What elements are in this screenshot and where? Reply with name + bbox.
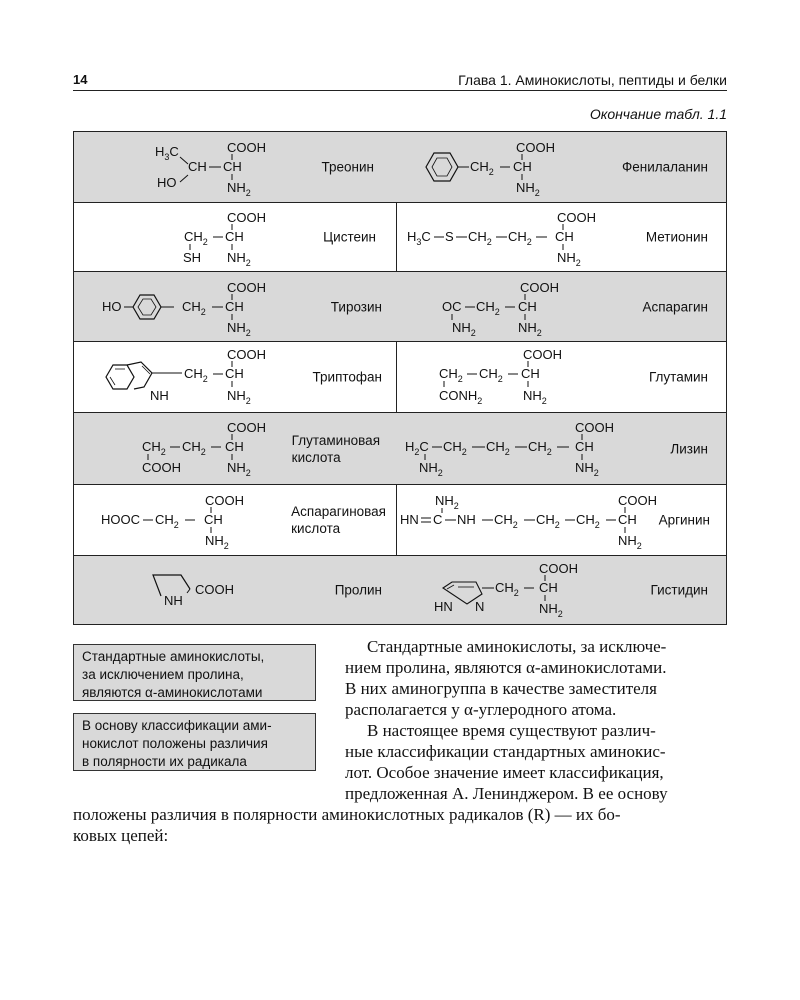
text-line: лот. Особое значение имеет классификация, (345, 763, 664, 782)
svg-text:NH2: $NH_2$ (516, 180, 540, 198)
svg-text:NH2: $NH_2$ (539, 601, 563, 619)
svg-text:COOH: COOH (142, 460, 181, 475)
name-line: Глутаминовая (291, 432, 380, 448)
amino-acid-table (73, 131, 727, 625)
name-line: кислота (291, 449, 341, 465)
svg-text:COOH: COOH (195, 582, 234, 597)
svg-text:NH: NH (164, 593, 183, 608)
svg-text:NH2: $NH_2$ (557, 250, 581, 268)
svg-text:HO: HO (102, 299, 122, 314)
table-row (74, 272, 726, 342)
svg-text:CH: CH (225, 439, 244, 454)
table-cell (74, 413, 396, 484)
svg-text:CH: CH (223, 159, 242, 174)
svg-text:COOH: COOH (227, 280, 266, 295)
svg-text:NH2: $NH_2$ (419, 460, 443, 478)
svg-text:CH2: $CH_2$ (486, 439, 510, 457)
text-line: располагается у α-углеродного атома. (345, 700, 617, 719)
amino-acid-name: Треонин (321, 159, 374, 175)
svg-text:CH2: $CH_2$ (576, 512, 600, 530)
note-line: нокислот положены различия (82, 736, 268, 751)
svg-text:COOH: COOH (227, 420, 266, 435)
svg-text:COOH: COOH (618, 493, 657, 508)
text-line: В них аминогруппа в качестве заместителя (345, 679, 657, 698)
svg-text:CH2: $CH_2$ (468, 229, 492, 247)
table-cell (397, 556, 726, 624)
table-cell (74, 272, 396, 341)
svg-text:COOH: COOH (205, 493, 244, 508)
page-header (73, 70, 727, 91)
svg-text:NH2: $NH_2$ (435, 493, 459, 511)
svg-text:CH2: $CH_2$ (479, 366, 503, 384)
svg-text:CH: CH (225, 366, 244, 381)
svg-text:HOOC: HOOC (101, 512, 140, 527)
amino-acid-name: Лизин (670, 441, 708, 456)
amino-acid-name: Фенилаланин (622, 159, 708, 175)
svg-text:CH2: $CH_2$ (508, 229, 532, 247)
svg-text:COOH: COOH (557, 210, 596, 225)
svg-text:HN: HN (434, 599, 453, 614)
svg-text:CH2: $CH_2$ (155, 512, 179, 530)
margin-note (73, 644, 316, 701)
svg-text:NH2: $NH_2$ (205, 533, 229, 551)
text-line: ные классификации стандартных аминокис- (345, 742, 666, 761)
svg-text:CH2: $CH_2$ (182, 299, 206, 317)
svg-text:NH2: $NH_2$ (523, 388, 547, 406)
svg-text:COOH: COOH (539, 561, 578, 576)
svg-text:C: C (433, 512, 443, 527)
page-number: 14 (73, 72, 88, 87)
body-paragraph (73, 804, 727, 846)
table-cell (397, 342, 726, 412)
text-line: В настоящее время существуют различ- (367, 721, 656, 740)
amino-acid-name (291, 503, 386, 537)
table-cell (397, 413, 726, 484)
amino-acid-name: Аспарагин (642, 299, 708, 314)
svg-text:NH2: $NH_2$ (575, 460, 599, 478)
svg-text:COOH: COOH (227, 347, 266, 362)
table-row (74, 132, 726, 203)
svg-text:COOH: COOH (575, 420, 614, 435)
table-cell (397, 203, 726, 271)
svg-text:NH2: $NH_2$ (227, 320, 251, 338)
svg-text:CH: CH (204, 512, 223, 527)
svg-text:CH2: $CH_2$ (528, 439, 552, 457)
text-line: предложенная А. Ленинджером. В ее основу (345, 784, 668, 803)
svg-text:CH2: $CH_2$ (476, 299, 500, 317)
amino-acid-name: Глутамин (649, 369, 708, 385)
svg-text:NH2: $NH_2$ (227, 388, 251, 406)
amino-acid-name: Пролин (334, 582, 382, 598)
note-line: Стандартные аминокислоты, (82, 649, 265, 664)
table-cell (397, 132, 726, 202)
note-line: в полярности их радикала (82, 754, 247, 769)
table-row (74, 342, 726, 413)
svg-text:CH2: $CH_2$ (142, 439, 166, 457)
amino-acid-name: Аргинин (658, 512, 710, 528)
table-cell (74, 485, 396, 555)
svg-text:CH: CH (575, 439, 594, 454)
table-caption: Окончание табл. 1.1 (589, 106, 727, 122)
svg-text:CH2: $CH_2$ (443, 439, 467, 457)
amino-acid-name: Метионин (645, 229, 708, 245)
note-line: В основу классификации ами- (82, 718, 272, 733)
table-cell (74, 132, 396, 202)
svg-text:H3C: $H_3C$ (407, 229, 431, 247)
svg-text:CH2: $CH_2$ (182, 439, 206, 457)
svg-text:NH: NH (150, 388, 169, 403)
svg-text:HO: HO (157, 175, 177, 190)
table-cell (397, 272, 726, 341)
svg-text:CH2: $CH_2$ (184, 366, 208, 384)
table-row (74, 413, 726, 485)
text-line: нием пролина, являются α-аминокислотами. (345, 658, 667, 677)
svg-text:NH2: $NH_2$ (452, 320, 476, 338)
svg-text:NH2: $NH_2$ (227, 180, 251, 198)
note-line: являются α-аминокислотами (82, 685, 263, 700)
svg-text:CH: CH (521, 366, 540, 381)
svg-text:COOH: COOH (523, 347, 562, 362)
svg-text:COOH: COOH (520, 280, 559, 295)
svg-text:CH2: $CH_2$ (439, 366, 463, 384)
table-cell (74, 342, 396, 412)
chapter-title: Глава 1. Аминокислоты, пептиды и белки (458, 72, 727, 88)
svg-text:CH: CH (518, 299, 537, 314)
svg-text:NH2: $NH_2$ (618, 533, 642, 551)
svg-text:CH2: $CH_2$ (536, 512, 560, 530)
svg-text:CONH2: $CONH_2$ (439, 388, 483, 406)
table-row (74, 556, 726, 624)
name-line: Аспарагиновая (291, 504, 386, 519)
svg-text:N: N (475, 599, 485, 614)
table-row (74, 485, 726, 556)
svg-text:CH: CH (513, 159, 532, 174)
name-line: кислота (291, 521, 341, 536)
svg-text:CH2: $CH_2$ (470, 159, 494, 177)
svg-text:COOH: COOH (516, 140, 555, 155)
amino-acid-name (292, 432, 380, 466)
amino-acid-name: Тирозин (330, 299, 382, 314)
svg-text:NH: NH (457, 512, 476, 527)
svg-text:OC: OC (442, 299, 462, 314)
amino-acid-name: Триптофан (312, 369, 382, 385)
amino-acid-name: Гистидин (650, 582, 708, 598)
svg-text:NH2: $NH_2$ (518, 320, 542, 338)
svg-text:NH2: $NH_2$ (227, 250, 251, 268)
svg-text:CH: CH (225, 299, 244, 314)
note-line: за исключением пролина, (82, 667, 244, 682)
svg-text:COOH: COOH (227, 210, 266, 225)
svg-text:CH: CH (555, 229, 574, 244)
table-cell (74, 203, 396, 271)
svg-text:H3C: $H_3C$ (155, 144, 179, 162)
svg-text:CH: CH (618, 512, 637, 527)
amino-acid-name: Цистеин (323, 229, 376, 245)
table-cell (74, 556, 396, 624)
text-line: Стандартные аминокислоты, за исключе- (367, 637, 667, 656)
svg-text:S: S (445, 229, 454, 244)
svg-text:CH: CH (539, 580, 558, 595)
svg-text:CH: CH (188, 159, 207, 174)
text-line: ковых цепей: (73, 826, 169, 845)
svg-text:NH2: $NH_2$ (227, 460, 251, 478)
table-row (74, 203, 726, 272)
svg-text:CH2: $CH_2$ (495, 580, 519, 598)
svg-text:HN: HN (400, 512, 419, 527)
table-cell (397, 485, 726, 555)
svg-text:SH: SH (183, 250, 202, 265)
margin-note (73, 713, 316, 771)
svg-text:H2C: $H_2C$ (405, 439, 429, 457)
svg-text:CH2: $CH_2$ (184, 229, 208, 247)
text-line: положены различия в полярности аминокислотных радикалов (R) — их бо- (73, 805, 621, 824)
svg-text:CH2: $CH_2$ (494, 512, 518, 530)
svg-text:CH: CH (225, 229, 244, 244)
body-paragraph (345, 636, 727, 804)
svg-text:COOH: COOH (227, 140, 266, 155)
